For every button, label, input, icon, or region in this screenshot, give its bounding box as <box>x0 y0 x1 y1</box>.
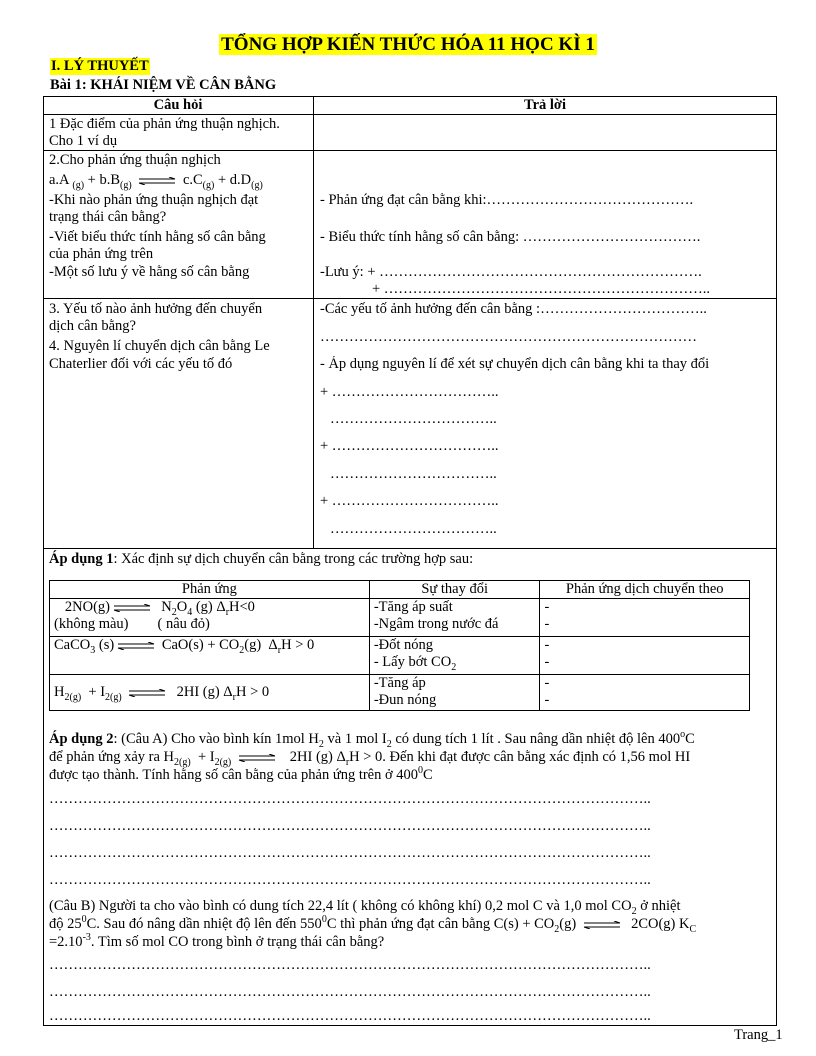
equilibrium-arrow-icon <box>117 642 155 650</box>
table-rule <box>43 298 777 299</box>
apply-3-line: $=2.10^{-3}$. Tìm số mol CO trong bình ở trạng thái cân bằng? <box>49 932 385 950</box>
reaction-cell: CaCO$_3$ (s) $CaO(s) + CO_2(g) \Delta_rH > 0$ <box>50 637 370 675</box>
shift-cell[interactable]: - - <box>540 599 750 637</box>
apply-2-line: để phản ứng xảy ra $H_{2(g)} + I_{2(g)}$ 2HI (g) $\Delta_rH > 0$. Đến khi đạt được cân bằng xác định có 1,56 mol HI <box>49 749 691 768</box>
answer-line: -Lưu ý: + …………………………………………………………. <box>320 264 702 280</box>
apply-1-heading: Áp dụng 1: Xác định sự dịch chuyển cân bằng trong các trường hợp sau: <box>49 551 474 567</box>
answer-dotted-line[interactable]: …………………………………………………………………………………………………………….. <box>49 872 651 888</box>
apply-1-col-header: Sự thay đổi <box>369 581 540 599</box>
change-cell: -Đốt nóng - Lấy bớt $CO_2$ <box>369 637 540 675</box>
answer-dotted-line[interactable]: …………………………………………………………………………………………………………….. <box>49 1008 651 1024</box>
change-cell: -Tăng áp suất -Ngâm trong nước đá <box>369 599 540 637</box>
question-2-line: -Một số lưu ý về hằng số cân bằng <box>49 264 250 280</box>
shift-cell[interactable]: - - <box>540 637 750 675</box>
equilibrium-arrow-icon <box>583 921 621 929</box>
answer-dotted-line[interactable]: …………………………………………………………………………………………………………….. <box>49 791 651 807</box>
apply-3-line: độ $25^0C$. Sau đó nâng dần nhiệt độ lên đến $550^0C$ thì phản ứng đạt cân bằng $C(s) + CO_2(g)$ 2CO(g) $K_C$ <box>49 914 697 935</box>
apply-1-col-header: Phản ứng dịch chuyển theo <box>540 581 750 599</box>
question-2-line: -Khi nào phản ứng thuận nghịch đạt <box>49 192 259 208</box>
table-divider <box>313 96 314 548</box>
equilibrium-arrow-icon <box>238 754 276 762</box>
reaction-cell: 2NO(g) $N_2O_4$ (g) $\Delta_rH<0$ (không màu) ( nâu đỏ) <box>50 599 370 637</box>
reaction-equation: a.A $_{(g)} + b.B_{(g)}$ $c.C_{(g)} + d.D_{(g)}$ <box>49 172 263 191</box>
page-title: TỔNG HỢP KIẾN THỨC HÓA 11 HỌC KÌ 1 <box>221 34 595 55</box>
answer-line: - Phản ứng đạt cân bằng khi:……………………………………. <box>320 192 694 208</box>
shift-cell[interactable]: - - <box>540 675 750 711</box>
answer-dotted-line[interactable]: …………………………………………………………………………………………………………….. <box>49 984 651 1000</box>
answer-line: + ………………………………………………………….. <box>372 281 711 297</box>
column-header-question: Câu hỏi <box>153 97 203 113</box>
answer-line: -Các yếu tố ảnh hưởng đến cân bằng :…………………………….. <box>320 301 707 317</box>
question-2-line: của phản ứng trên <box>49 246 154 262</box>
section-heading: I. LÝ THUYẾT <box>51 58 149 74</box>
answer-dotted-line[interactable]: …………………………………………………………………………………………………………….. <box>49 845 651 861</box>
question-2-line: 2.Cho phản ứng thuận nghịch <box>49 152 221 168</box>
question-3-line: dịch cân bằng? <box>49 318 136 334</box>
question-2-line: trạng thái cân bằng? <box>49 209 167 225</box>
table-rule <box>43 114 777 115</box>
answer-dotted-line[interactable]: …………………………………………………………………………………………………………….. <box>49 957 651 973</box>
answer-line: …………………………………………………………………… <box>320 329 697 345</box>
question-1-line: 1 Đặc điểm của phản ứng thuận nghịch. <box>49 116 280 132</box>
equilibrium-arrow-icon <box>138 177 176 185</box>
page-number: Trang_1 <box>734 1027 783 1043</box>
column-header-answer: Trả lời <box>524 97 566 113</box>
question-2-line: -Viết biểu thức tính hằng số cân bằng <box>49 229 266 245</box>
question-3-line: 3. Yếu tố nào ảnh hưởng đến chuyển <box>49 301 263 317</box>
apply-1-col-header: Phản ứng <box>50 581 370 599</box>
apply-2-line: được tạo thành. Tính hằng số cân bằng của phản ứng trên ở $400^0C$ <box>49 765 433 783</box>
reaction-cell: $H_{2(g)} + I_{2(g)}$ 2HI (g) $\Delta_rH > 0$ <box>50 675 370 711</box>
answer-line: - Biểu thức tính hằng số cân bằng: ………………………………. <box>320 229 701 245</box>
change-cell: -Tăng áp -Đun nóng <box>369 675 540 711</box>
apply-3-line: (Câu B) Người ta cho vào bình có dung tích 22,4 lít ( không có không khí) 0,2 mol C và 1,0 mol $CO_2$ ở nhiệt <box>49 898 681 917</box>
table-rule <box>43 150 777 151</box>
lesson-heading: Bài 1: KHÁI NIỆM VỀ CÂN BẰNG <box>50 77 277 93</box>
table-rule <box>43 548 777 549</box>
answer-line: + …………………………….. <box>320 493 499 509</box>
apply-1-table <box>49 580 749 712</box>
question-4-line: Chaterlier đối với các yếu tố đó <box>49 356 233 372</box>
answer-dotted-line[interactable]: …………………………………………………………………………………………………………….. <box>49 818 651 834</box>
question-4-line: 4. Nguyên lí chuyển dịch cân bằng Le <box>49 338 270 354</box>
answer-line: …………………………….. <box>330 521 497 537</box>
question-1-line: Cho 1 ví dụ <box>49 133 118 149</box>
answer-line: - Áp dụng nguyên lí để xét sự chuyển dịch cân bằng khi ta thay đổi <box>320 356 710 372</box>
answer-line: …………………………….. <box>330 411 497 427</box>
answer-line: + …………………………….. <box>320 384 499 400</box>
answer-line: …………………………….. <box>330 466 497 482</box>
equilibrium-arrow-icon <box>113 604 151 612</box>
answer-line: + …………………………….. <box>320 438 499 454</box>
equilibrium-arrow-icon <box>128 689 166 697</box>
apply-2-line: Áp dụng 2: (Câu A) Cho vào bình kín 1mol $H_2$ và 1 mol $I_2$ có dung tích 1 lít . Sau nâng dần nhiệt độ lên 400$^o$C <box>49 729 695 750</box>
